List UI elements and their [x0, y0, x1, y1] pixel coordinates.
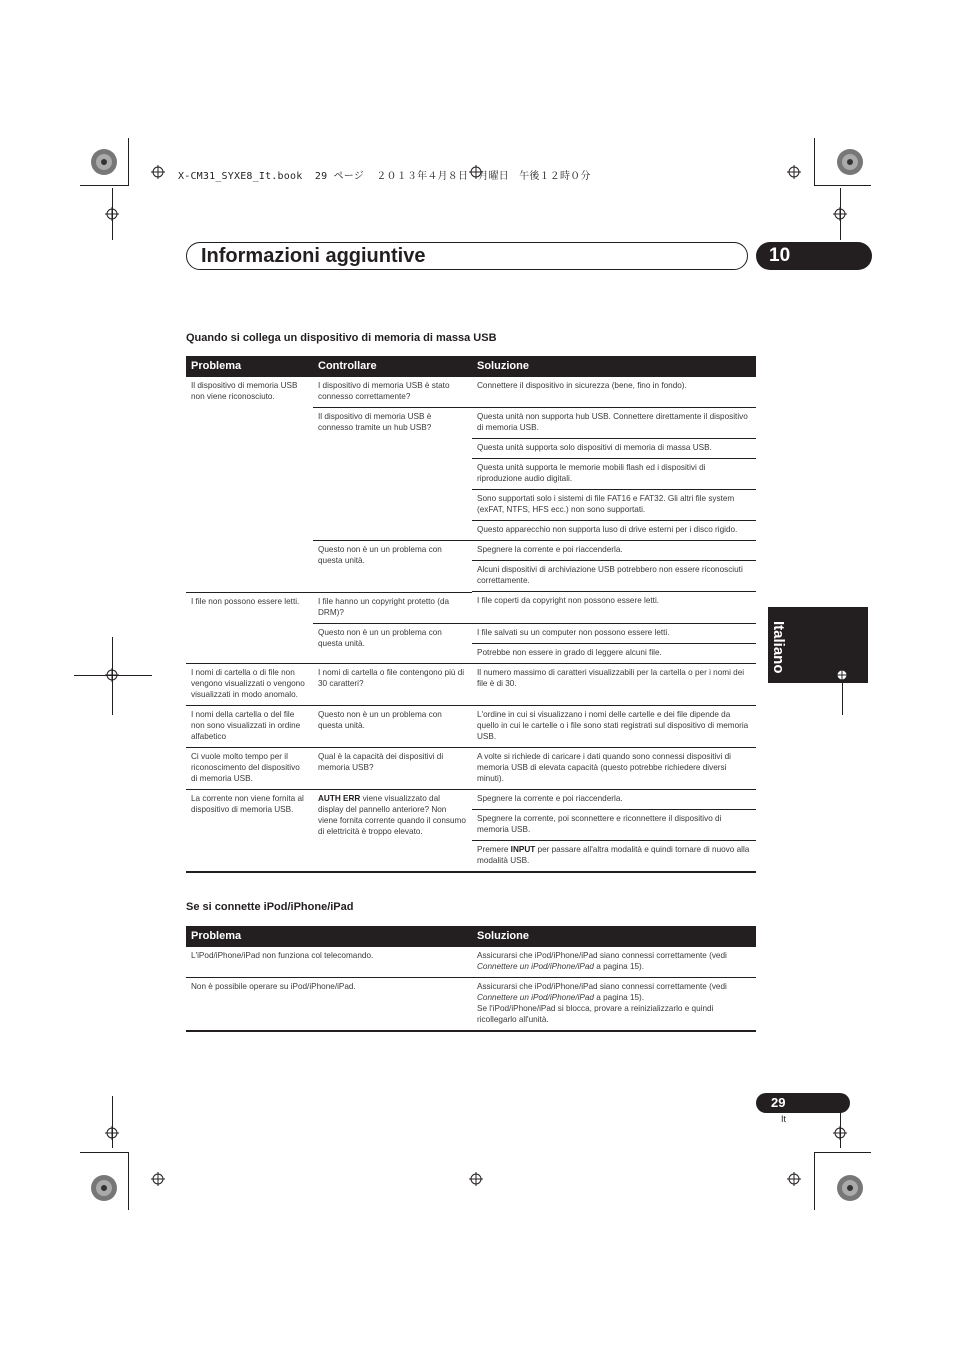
language-side-tab-label: Italiano — [770, 621, 787, 674]
crosshair-icon — [469, 1172, 483, 1186]
table-header-row — [186, 356, 756, 377]
solution-cell: Sono supportati solo i sistemi di file FAT16 e FAT32. Gli altri file system (exFAT, NTFS, HFS ecc.) non sono supportati. — [472, 490, 756, 521]
solution-cell: I file coperti da copyright non possono essere letti. — [472, 592, 756, 623]
input-button-label: INPUT — [510, 844, 536, 854]
table-row — [186, 789, 756, 809]
crosshair-icon — [787, 165, 801, 179]
column-header-problem: Problema — [186, 356, 313, 377]
problem-cell: I nomi della cartella o del file non sono visualizzati in ordine alfabetico — [186, 705, 313, 747]
cross-reference: Connettere un iPod/iPhone/iPad — [477, 962, 594, 971]
problem-cell: I file non possono essere letti. — [186, 592, 313, 663]
solution-cell — [472, 840, 756, 872]
check-cell: Qual è la capacità dei dispositivi di memoria USB? — [313, 747, 472, 789]
solution-text: Assicurarsi che iPod/iPhone/iPad siano connessi correttamente (vedi — [477, 951, 727, 960]
usb-troubleshooting-table — [186, 356, 756, 873]
solution-cell: Il numero massimo di caratteri visualizzabili per la cartella o per i nomi dei file è di 30. — [472, 663, 756, 705]
column-header-problem: Problema — [186, 926, 472, 947]
solution-cell: Spegnere la corrente e poi riaccenderla. — [472, 789, 756, 809]
solution-cell: Questo apparecchio non supporta luso di drive esterni per i disco rigido. — [472, 521, 756, 541]
solution-cell: Connettere il dispositivo in sicurezza (bene, fino in fondo). — [472, 377, 756, 408]
column-header-solution: Soluzione — [472, 356, 756, 377]
solution-cell: Questa unità supporta solo dispositivi di memoria di massa USB. — [472, 439, 756, 459]
table-row — [186, 947, 756, 978]
crosshair-icon — [833, 1126, 847, 1140]
crosshair-icon — [151, 1172, 165, 1186]
solution-cell: Spegnere la corrente, poi sconnettere e riconnettere il dispositivo di memoria USB. — [472, 809, 756, 840]
solution-text: per passare all'altra modalità e quindi tornare di nuovo alla modalità USB. — [477, 844, 750, 865]
page-language: It — [781, 1114, 787, 1124]
check-cell: Questo non è un un problema con questa unità. — [313, 705, 472, 747]
check-cell: Questo non è un un problema con questa unità. — [313, 541, 472, 593]
cross-reference: Connettere un iPod/iPhone/iPad — [477, 993, 594, 1002]
chapter-title: Informazioni aggiuntive — [201, 245, 426, 267]
table-row — [186, 747, 756, 789]
check-cell: Il dispositivo di memoria USB è connesso tramite un hub USB? — [313, 408, 472, 541]
solution-text: Assicurarsi che iPod/iPhone/iPad siano connessi correttamente (vedi — [477, 982, 727, 991]
solution-text: Se l'iPod/iPhone/iPad si blocca, provare a reinizializzarlo e quindi ricollegarlo all'unità. — [477, 1004, 714, 1024]
usb-section-title: Quando si collega un dispositivo di memoria di massa USB — [186, 332, 497, 344]
print-header: X-CM31_SYXE8_It.book 29 ページ ２０１３年４月８日 月曜日 午後１２時０分 — [178, 171, 591, 182]
table-row — [186, 592, 756, 623]
check-cell: I dispositivo di memoria USB è stato connesso correttamente? — [313, 377, 472, 408]
ipod-troubleshooting-table — [186, 926, 756, 1032]
table-row — [186, 705, 756, 747]
crosshair-icon — [151, 165, 165, 179]
solution-cell: I file salvati su un computer non possono essere letti. — [472, 623, 756, 643]
check-cell — [313, 789, 472, 872]
registration-rosette-icon — [836, 1174, 864, 1202]
crosshair-icon — [105, 207, 119, 221]
problem-cell: La corrente non viene fornita al dispositivo di memoria USB. — [186, 789, 313, 872]
ipod-section-title: Se si connette iPod/iPhone/iPad — [186, 901, 354, 913]
solution-cell: Alcuni dispositivi di archiviazione USB potrebbero non essere riconosciuti correttamente. — [472, 561, 756, 592]
check-cell: I file hanno un copyright protetto (da DRM)? — [313, 592, 472, 623]
check-cell: I nomi di cartella o file contengono più di 30 caratteri? — [313, 663, 472, 705]
crosshair-icon — [105, 1126, 119, 1140]
solution-cell — [472, 947, 756, 978]
problem-cell: I nomi di cartella o di file non vengono visualizzati o vengono visualizzati in modo anomalo. — [186, 663, 313, 705]
auth-err-label: AUTH ERR — [318, 793, 361, 803]
solution-cell: Questa unità non supporta hub USB. Connettere direttamente il dispositivo di memoria USB. — [472, 408, 756, 439]
solution-cell: L'ordine in cui si visualizzano i nomi delle cartelle e dei file dipende da quello in cui le cartelle o i file sono stati registrati sul dispositivo di memoria USB. — [472, 705, 756, 747]
table-row — [186, 978, 756, 1032]
check-cell: Questo non è un un problema con questa unità. — [313, 623, 472, 663]
problem-cell: L'iPod/iPhone/iPad non funziona col telecomando. — [186, 947, 472, 978]
crosshair-icon — [105, 668, 119, 682]
check-cell-text: viene visualizzato dal display del pannello anteriore? Non viene fornita corrente quando il consumo di elettricità è troppo elevato. — [318, 793, 466, 836]
solution-cell: Questa unità supporta le memorie mobili flash ed i dispositivi di riproduzione audio digitali. — [472, 459, 756, 490]
crosshair-icon — [787, 1172, 801, 1186]
solution-cell: Potrebbe non essere in grado di leggere alcuni file. — [472, 643, 756, 663]
column-header-solution: Soluzione — [472, 926, 756, 947]
solution-text: Premere — [477, 844, 511, 854]
table-row — [186, 663, 756, 705]
chapter-number: 10 — [756, 242, 872, 270]
problem-cell: Ci vuole molto tempo per il riconoscimento del dispositivo di memoria USB. — [186, 747, 313, 789]
solution-cell: Spegnere la corrente e poi riaccenderla. — [472, 541, 756, 561]
registration-rosette-icon — [90, 148, 118, 176]
solution-text: a pagina 15). — [593, 962, 645, 971]
crosshair-icon — [833, 207, 847, 221]
problem-cell: Il dispositivo di memoria USB non viene riconosciuto. — [186, 377, 313, 592]
solution-cell: A volte si richiede di caricare i dati quando sono connessi dispositivi di memoria USB di elevata capacità (questo potrebbe richiedere diversi minuti). — [472, 747, 756, 789]
registration-rosette-icon — [836, 148, 864, 176]
table-header-row — [186, 926, 756, 947]
problem-cell: Non è possibile operare su iPod/iPhone/iPad. — [186, 978, 472, 1032]
column-header-check: Controllare — [313, 356, 472, 377]
page-number: 29 — [756, 1093, 850, 1113]
table-row — [186, 377, 756, 408]
crosshair-icon — [835, 668, 849, 682]
solution-cell — [472, 978, 756, 1032]
registration-rosette-icon — [90, 1174, 118, 1202]
solution-text: a pagina 15). — [593, 993, 645, 1002]
